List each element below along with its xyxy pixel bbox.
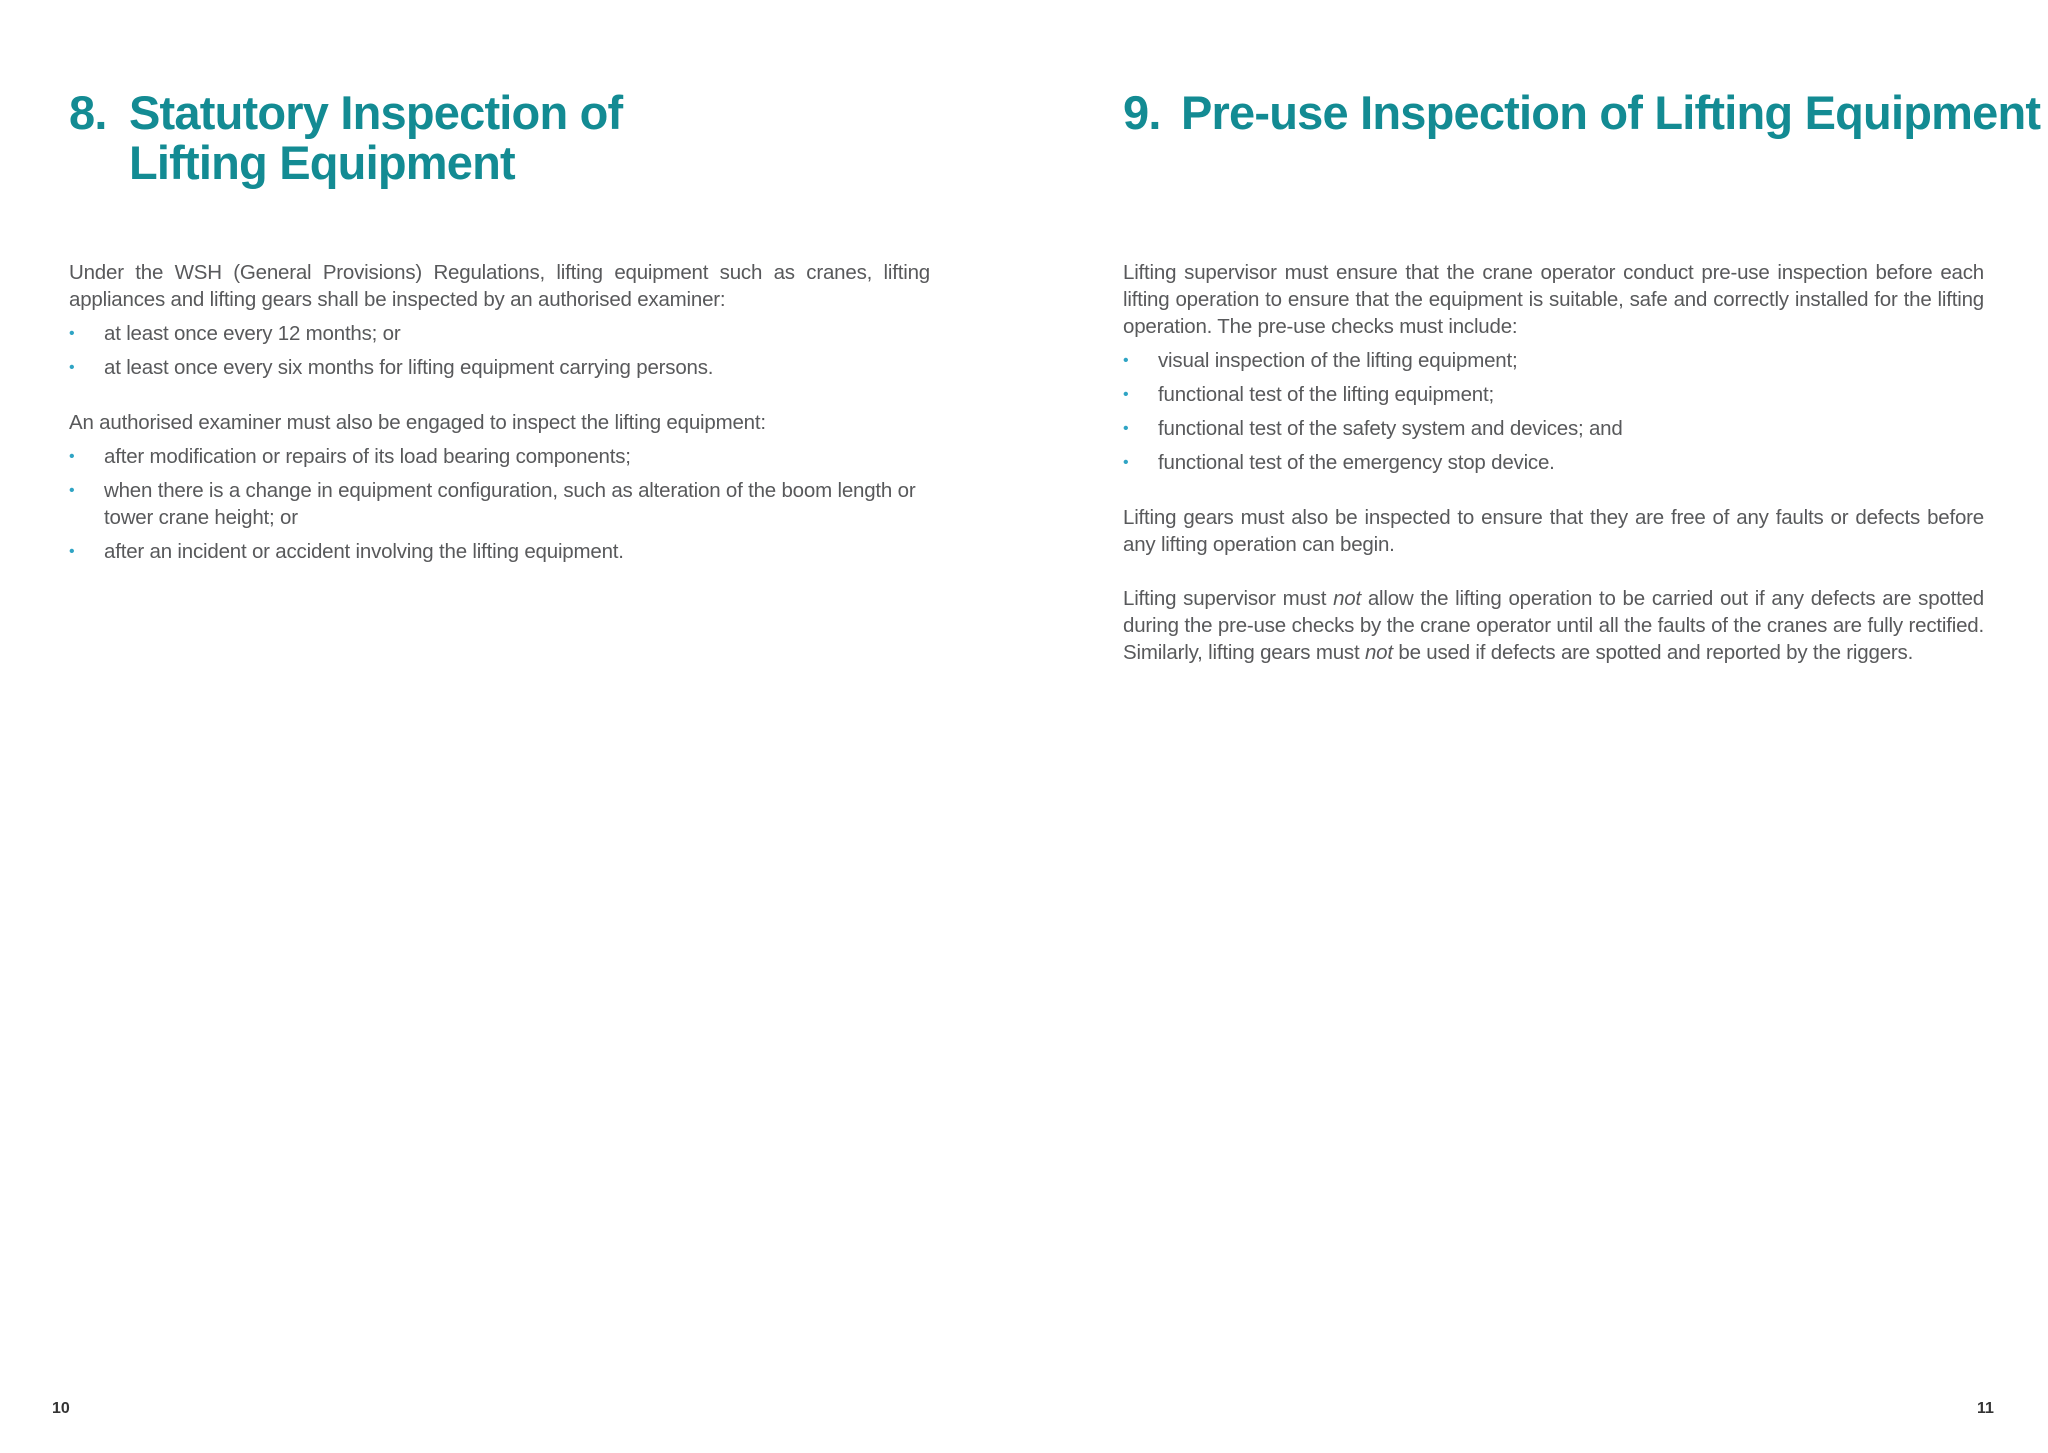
page-number-right: 11 <box>1977 1400 1994 1417</box>
bullet-icon: • <box>1123 420 1129 437</box>
section-8-content <box>69 259 930 572</box>
section-8-title <box>129 88 709 188</box>
bullet-icon: • <box>69 325 75 342</box>
paragraph-text: be used if defects are spotted and reported by the riggers. <box>1392 641 1914 664</box>
section-8-intro: Under the WSH (General Provisions) Regulations, lifting equipment such as cranes, lifting appliances and lifting gears shall be inspected by an authorised examiner: <box>69 261 930 311</box>
list-item <box>69 443 930 470</box>
section-9-paragraph-2: Lifting gears must also be inspected to ensure that they are free of any faults or defects before any lifting operation can begin. <box>1123 506 1984 556</box>
bullet-icon: • <box>1123 386 1129 403</box>
pre-use-checks-list <box>1123 347 1984 476</box>
section-9-title: Pre-use Inspection of Lifting Equipment <box>1181 86 2041 139</box>
bullet-icon: • <box>1123 454 1129 471</box>
list-item-text: at least once every 12 months; or <box>104 322 401 345</box>
list-item-text: after an incident or accident involving the lifting equipment. <box>104 540 624 563</box>
list-item <box>1123 415 1984 442</box>
section-9-number: 9. <box>1123 86 1161 139</box>
section-9-paragraph-3 <box>1123 585 1984 666</box>
list-item <box>69 354 930 381</box>
bullet-icon: • <box>69 359 75 376</box>
list-item <box>1123 449 1984 476</box>
list-item-text: at least once every six months for lifting equipment carrying persons. <box>104 356 714 379</box>
list-item <box>69 538 930 565</box>
right-page <box>1024 0 2048 1453</box>
list-item <box>69 477 930 531</box>
list-item-text: functional test of the safety system and devices; and <box>1158 417 1623 440</box>
bullet-icon: • <box>69 543 75 560</box>
list-item-text: when there is a change in equipment configuration, such as alteration of the boom length or tower crane height; or <box>104 479 916 529</box>
bullet-icon: • <box>69 482 75 499</box>
section-9-intro: Lifting supervisor must ensure that the crane operator conduct pre-use inspection before each lifting operation to ensure that the equipment is suitable, safe and correctly installed for the lifting operation. The pre-use checks must include: <box>1123 261 1984 338</box>
section-8-paragraph-2: An authorised examiner must also be engaged to inspect the lifting equipment: <box>69 411 766 434</box>
section-8-heading <box>69 88 709 188</box>
list-item-text: functional test of the emergency stop device. <box>1158 451 1555 474</box>
paragraph-text: Lifting supervisor must <box>1123 587 1334 610</box>
emphasis-text: not <box>1364 641 1393 664</box>
page-number-left: 10 <box>52 1400 70 1417</box>
list-item <box>69 320 930 347</box>
section-8-title-line1: Statutory Inspection of <box>129 86 623 139</box>
section-9-content <box>1123 259 1984 666</box>
list-item-text: visual inspection of the lifting equipment; <box>1158 349 1518 372</box>
inspection-triggers-list <box>69 443 930 565</box>
list-item-text: functional test of the lifting equipment; <box>1158 383 1494 406</box>
bullet-icon: • <box>69 448 75 465</box>
inspection-frequency-list <box>69 320 930 381</box>
section-8-title-line2: Lifting Equipment <box>129 136 515 189</box>
section-8-number: 8. <box>69 86 107 139</box>
list-item <box>1123 347 1984 374</box>
list-item-text: after modification or repairs of its load bearing components; <box>104 445 631 468</box>
bullet-icon: • <box>1123 352 1129 369</box>
list-item <box>1123 381 1984 408</box>
section-9-heading <box>1123 88 2048 138</box>
paragraph-text: allow the lifting operation to be carried out if any defects are spotted during the pre-use checks by the crane operator until all the faults of the cranes are fully rectified. Similarly, lifting gears must <box>1123 587 1984 664</box>
emphasis-text: not <box>1333 587 1361 610</box>
